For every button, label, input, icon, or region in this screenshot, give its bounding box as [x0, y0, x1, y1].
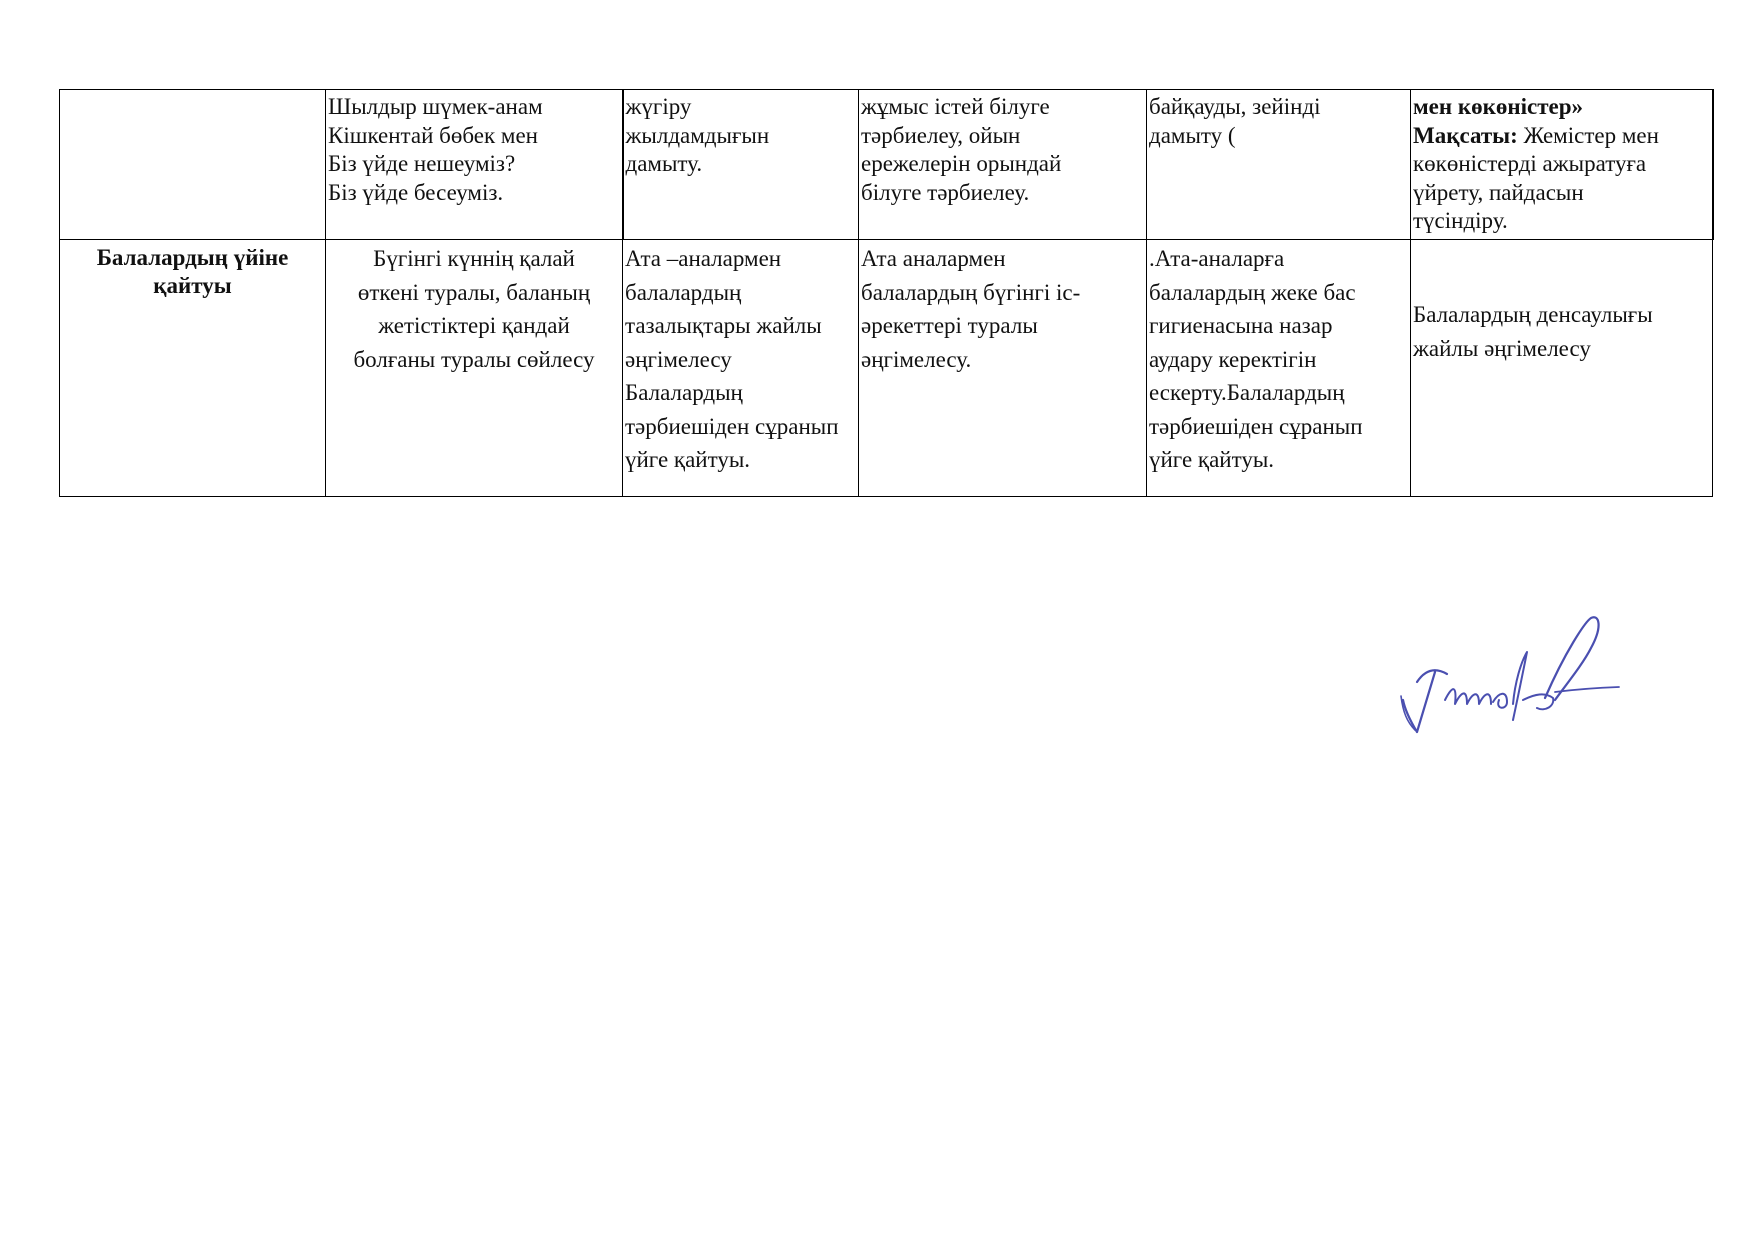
table-cell	[326, 240, 623, 497]
signature-strokes	[1401, 617, 1619, 732]
cell-line: тәрбиешіден сұранып	[1149, 413, 1363, 439]
cell-line: үйрету, пайдасын	[1413, 179, 1584, 205]
cell-line: ережелерін орындай	[861, 151, 1062, 176]
cell-line: жайлы әңгімелесу	[1413, 335, 1591, 361]
cell-line: Балалардың үйіне	[96, 245, 289, 270]
cell-line: дамыту (	[1149, 122, 1236, 148]
plan-table	[59, 89, 1714, 497]
handwritten-signature	[1395, 612, 1625, 737]
table-cell	[623, 90, 859, 240]
table-cell	[60, 90, 326, 240]
table-cell	[1411, 240, 1713, 497]
cell-line: білуге тәрбиелеу.	[861, 179, 1030, 205]
cell-line: әңгімелесу.	[861, 346, 972, 372]
cell-line: жүгіру	[625, 94, 692, 119]
cell-line: Біз үйде нешеуміз?	[328, 151, 516, 176]
cell-line: ескерту.Балалардың	[1149, 380, 1345, 405]
cell-line: қайтуы	[153, 273, 232, 298]
cell-line: балалардың	[625, 279, 742, 305]
cell-line: .Ата-аналарға	[1149, 246, 1285, 271]
table-cell	[1147, 90, 1411, 240]
cell-line: Балалардың денсаулығы	[1413, 302, 1653, 327]
cell-text-block	[1413, 298, 1710, 365]
cell-line: балалардың бүгінгі іс-	[861, 279, 1081, 305]
cell-line: гигиенасына назар	[1149, 313, 1333, 338]
cell-line: дамыту.	[625, 151, 703, 176]
table-cell	[623, 240, 859, 497]
cell-line: өткені туралы, баланың	[357, 279, 591, 305]
cell-line: Ата –аналармен	[625, 246, 782, 271]
cell-line: әрекеттері туралы	[861, 313, 1038, 338]
table-cell	[1147, 240, 1411, 497]
cell-line: жетістіктері қандай	[378, 313, 570, 338]
cell-line: үйге қайтуы.	[1149, 447, 1275, 472]
cell-line: үйге қайтуы.	[625, 447, 751, 472]
goal-line	[1413, 122, 1710, 151]
cell-line: Кішкентай бөбек мен	[328, 122, 538, 148]
table-cell	[859, 240, 1147, 497]
goal-label: Мақсаты:	[1413, 122, 1518, 148]
cell-line: жылдамдығын	[625, 122, 770, 148]
table-row	[60, 90, 1713, 240]
cell-line: Шылдыр шүмек-анам	[328, 94, 543, 119]
table-cell	[859, 90, 1147, 240]
cell-line: көкөністерді ажыратуға	[1413, 151, 1647, 176]
row-heading	[60, 240, 326, 497]
cell-line: жұмыс істей білуге	[861, 94, 1050, 119]
cell-line: байқауды, зейінді	[1149, 94, 1321, 119]
cell-line: Ата аналармен	[861, 246, 1006, 271]
cell-line: тазалықтары жайлы	[625, 313, 822, 338]
table-row	[60, 240, 1713, 497]
table-cell	[326, 90, 623, 240]
cell-line: мен көкөністер»	[1413, 94, 1584, 119]
cell-line: Балалардың	[625, 380, 743, 405]
cell-line: тәрбиелеу, ойын	[861, 122, 1021, 148]
cell-line: болғаны туралы сөйлесу	[353, 346, 595, 372]
cell-line: түсіндіру.	[1413, 208, 1508, 233]
goal-text: Жемістер мен	[1517, 122, 1659, 148]
cell-line: әңгімелесу	[625, 346, 732, 372]
cell-line: Біз үйде бесеуміз.	[328, 179, 504, 205]
cell-line: аудару керектігін	[1149, 346, 1317, 372]
cell-line: тәрбиешіден сұранып	[625, 413, 839, 439]
cell-line: Бүгінгі күннің қалай	[373, 246, 575, 271]
table-cell	[1411, 90, 1713, 240]
cell-line: балалардың жеке бас	[1149, 279, 1356, 305]
